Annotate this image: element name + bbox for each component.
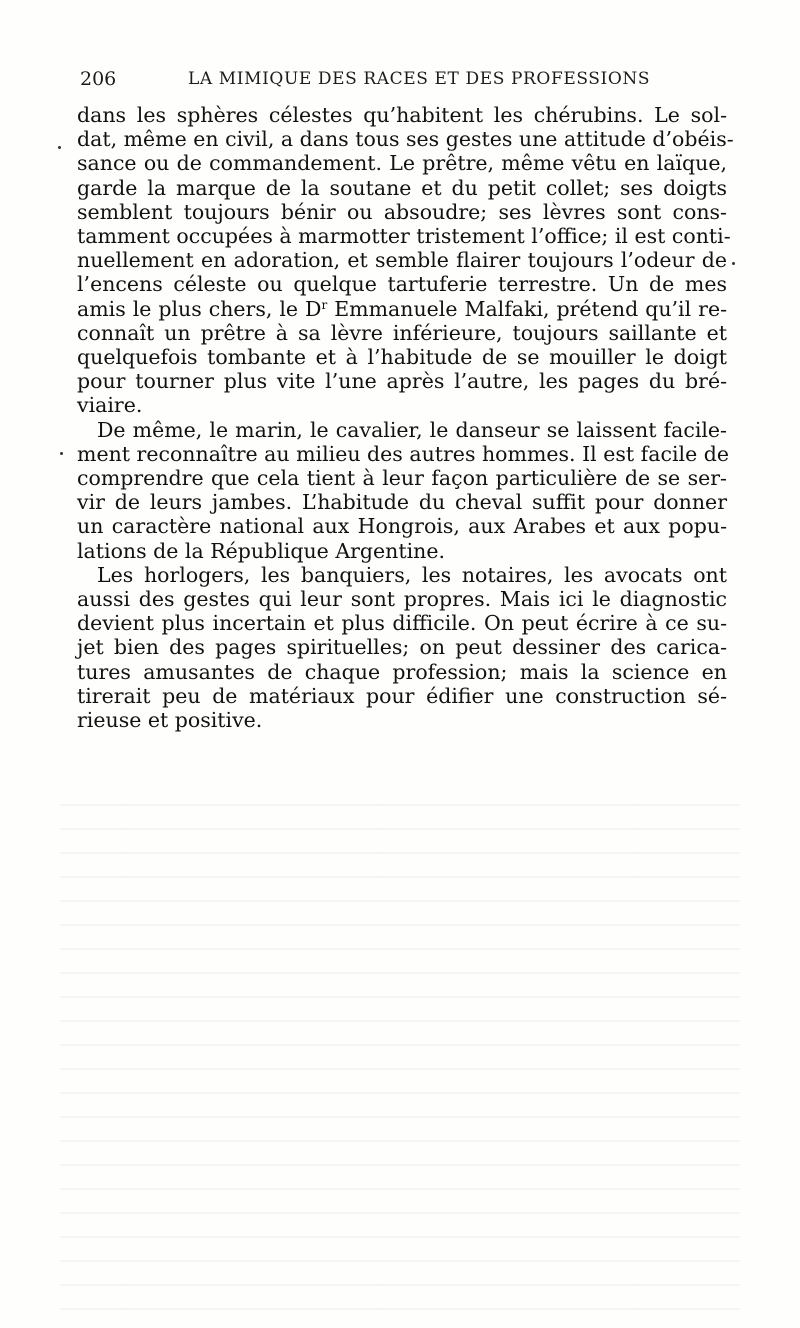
text-line: comprendre que cela tient à leur façon particulière de se ser- <box>77 466 727 491</box>
text-line: garde la marque de la soutane et du petit collet; ses doigts <box>77 175 727 200</box>
show-through-texture <box>60 790 740 1310</box>
text-line: rieuse et positive. <box>77 708 263 733</box>
text-line: semblent toujours bénir ou absoudre; ses lèvres sont cons- <box>77 199 727 224</box>
scan-speck <box>60 452 63 455</box>
text-line: tamment occupées à marmotter tristement l’office; il est conti- <box>77 224 731 249</box>
text-line: aussi des gestes qui leur sont propres. Mais ici le diagnostic <box>77 587 727 612</box>
text-line: De même, le marin, le cavalier, le danseur se laissent facile- <box>97 417 727 442</box>
text-line: tirerait peu de matériaux pour édifier une construction sé- <box>77 683 727 708</box>
scan-speck <box>58 146 61 149</box>
text-line: Les horlogers, les banquiers, les notaires, les avocats ont <box>97 562 727 587</box>
paragraph-3 <box>77 563 727 732</box>
text-line: l’encens céleste ou quelque tartuferie terrestre. Un de mes <box>77 272 727 297</box>
text-line: dat, même en civil, a dans tous ses gestes une attitude d’obéis- <box>77 127 734 152</box>
text-line: vir de leurs jambes. L’habitude du cheval suffit pour donner <box>77 490 727 515</box>
text-line: lations de la République Argentine. <box>77 538 446 563</box>
text-line: jet bien des pages spirituelles; on peut dessiner des carica- <box>77 635 727 660</box>
superscript: r <box>321 297 328 312</box>
page-header <box>80 64 720 94</box>
text-segment: amis le plus chers, le D <box>77 296 322 321</box>
paragraph-2 <box>77 418 727 563</box>
text-line: dans les sphères célestes qu’habitent les chérubins. Le sol- <box>77 103 727 127</box>
text-line: quelquefois tombante et à l’habitude de se mouiller le doigt <box>77 345 727 370</box>
text-segment: Emmanuele Malfaki, prétend qu’il re- <box>327 296 728 321</box>
text-line: un caractère national aux Hongrois, aux Arabes et aux popu- <box>77 514 727 539</box>
text-line: connaît un prêtre à sa lèvre inférieure, toujours saillante et <box>77 320 727 345</box>
paragraph-1 <box>77 103 734 418</box>
text-line: pour tourner plus vite l’une après l’autre, les pages du bré- <box>77 369 727 394</box>
running-head: LA MIMIQUE DES RACES ET DES PROFESSIONS <box>188 69 651 89</box>
page-number: 206 <box>80 68 117 90</box>
text-line <box>77 297 727 321</box>
text-line: tures amusantes de chaque profession; mais la science en <box>77 659 727 684</box>
text-line: sance ou de commandement. Le prêtre, même vêtu en laïque, <box>77 151 727 176</box>
text-line: devient plus incertain et plus difficile. On peut écrire à ce su- <box>77 611 727 636</box>
text-line: nuellement en adoration, et semble flairer toujours l’odeur de <box>77 248 727 273</box>
text-line: viaire. <box>77 393 143 418</box>
scan-speck <box>732 262 735 265</box>
body-text <box>77 103 734 733</box>
text-line: ment reconnaître au milieu des autres hommes. Il est facile de <box>77 441 729 466</box>
